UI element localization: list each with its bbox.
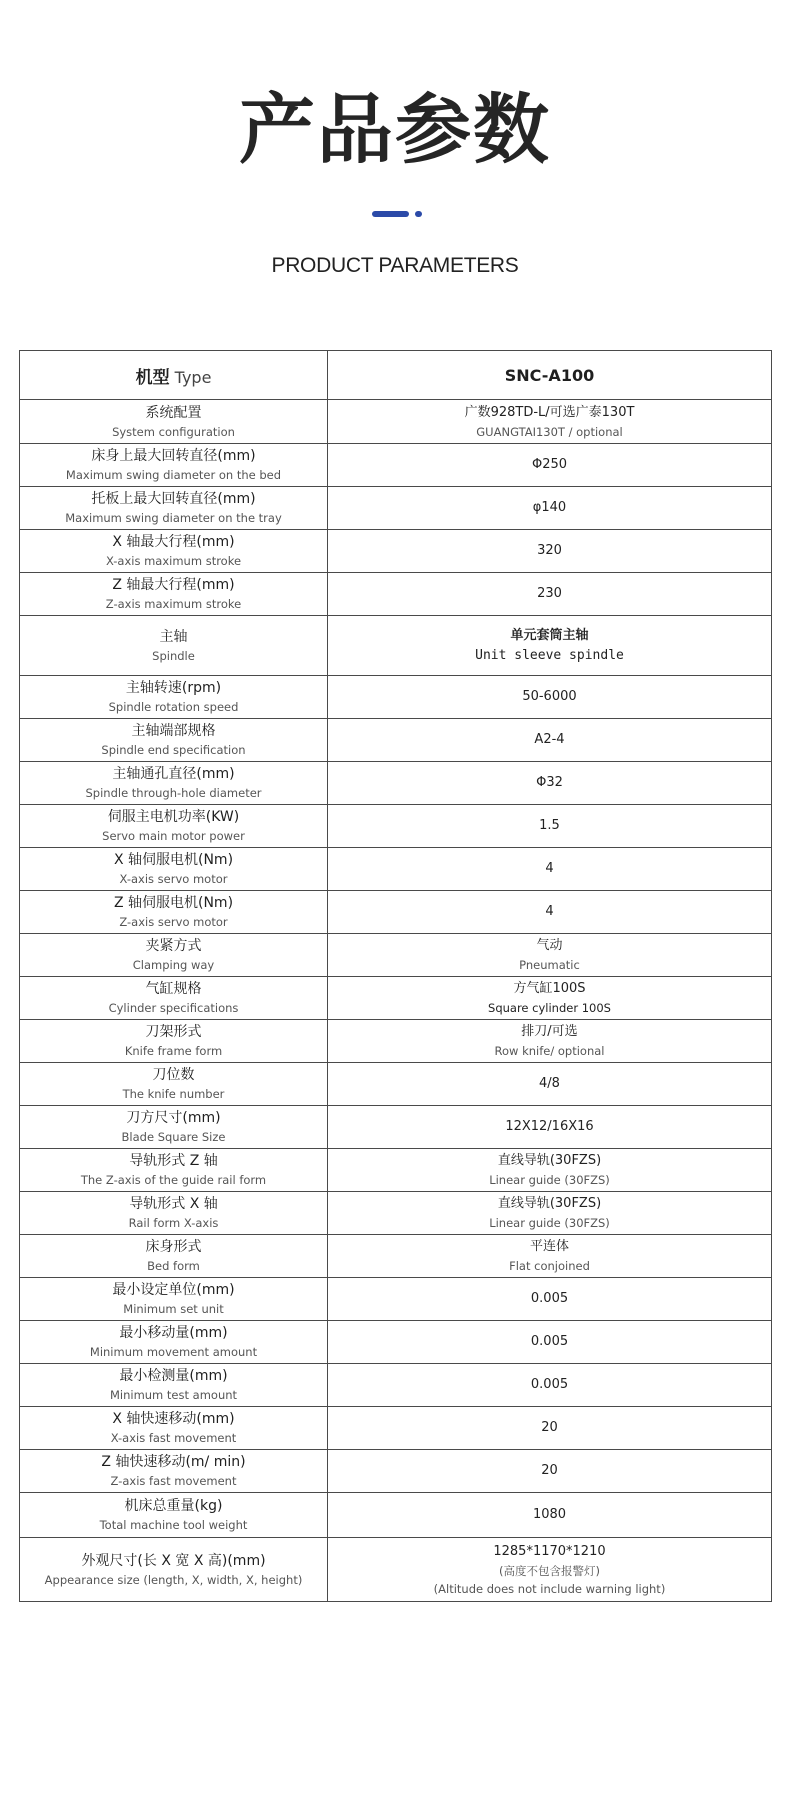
param-value-secondary: Pneumatic <box>519 958 580 972</box>
table-row <box>20 573 772 616</box>
param-value: 方气缸100S <box>513 981 586 996</box>
param-label-cell <box>20 1364 328 1407</box>
param-value: 1.5 <box>539 818 560 833</box>
table-row <box>20 1235 772 1278</box>
param-value-note: (Altitude does not include warning light) <box>433 1581 666 1596</box>
param-label-en: The Z-axis of the guide rail form <box>80 1173 267 1187</box>
param-label-en: Appearance size (length, X, width, X, height) <box>44 1572 303 1587</box>
divider-dot <box>415 211 422 217</box>
header-label-cell <box>20 351 328 400</box>
param-label-cell <box>20 530 328 573</box>
param-value-secondary: Flat conjoined <box>509 1259 590 1273</box>
param-label-en: Minimum movement amount <box>89 1345 258 1359</box>
param-value-cell <box>328 848 772 891</box>
param-label-en: X-axis servo motor <box>119 872 228 886</box>
param-label-en: Maximum swing diameter on the bed <box>65 468 282 482</box>
param-label-en: Clamping way <box>132 958 215 972</box>
param-value: 0.005 <box>530 1334 569 1349</box>
table-row <box>20 1192 772 1235</box>
table-row <box>20 530 772 573</box>
param-label-cell <box>20 848 328 891</box>
table-row <box>20 934 772 977</box>
param-value-cell <box>328 762 772 805</box>
param-label-cn: X 轴快速移动(mm) <box>112 1411 235 1427</box>
param-value-cell <box>328 1538 772 1602</box>
param-label-en: Blade Square Size <box>121 1130 226 1144</box>
header-model-value: SNC-A100 <box>504 365 595 385</box>
param-value-cell <box>328 1192 772 1235</box>
param-label-cn: 主轴 <box>159 628 188 645</box>
param-value: 气动 <box>536 938 563 953</box>
param-label-en: Spindle end specification <box>101 743 246 757</box>
param-label-cell <box>20 1106 328 1149</box>
param-label-cell <box>20 400 328 444</box>
header-label-en: Type <box>174 367 212 387</box>
table-header-row <box>20 351 772 400</box>
param-value: 50-6000 <box>522 689 577 704</box>
param-label-en: Cylinder specifications <box>108 1001 239 1015</box>
table-row <box>20 616 772 676</box>
param-value: A2-4 <box>534 732 565 747</box>
param-label-cn: 刀架形式 <box>145 1024 202 1040</box>
param-label-en: Maximum swing diameter on the tray <box>65 511 282 525</box>
param-label-cn: 最小检测量(mm) <box>119 1368 228 1384</box>
param-label-en: Spindle rotation speed <box>108 700 239 714</box>
param-label-cell <box>20 1149 328 1192</box>
param-value-cell <box>328 616 772 676</box>
param-label-cell <box>20 934 328 977</box>
param-label-cn: 床身上最大回转直径(mm) <box>91 448 256 464</box>
table-row <box>20 1020 772 1063</box>
param-value-cell <box>328 1364 772 1407</box>
header-label-cn: 机型 <box>135 367 170 388</box>
param-value-cell <box>328 530 772 573</box>
param-label-cell <box>20 1278 328 1321</box>
page-title-cn: 产品参数 <box>239 85 551 174</box>
table-row <box>20 1364 772 1407</box>
param-label-cn: 主轴转速(rpm) <box>125 680 222 696</box>
param-value-cell <box>328 1407 772 1450</box>
param-label-en: X-axis maximum stroke <box>105 554 242 568</box>
table-row <box>20 848 772 891</box>
param-value-cell <box>328 1493 772 1538</box>
table-row <box>20 1063 772 1106</box>
param-label-en: Spindle <box>152 648 195 663</box>
param-label-cn: 外观尺寸(长 X 宽 X 高)(mm) <box>81 1552 266 1569</box>
param-label-cn: 导轨形式 X 轴 <box>129 1196 218 1212</box>
param-label-cn: X 轴伺服电机(Nm) <box>113 852 234 868</box>
param-label-cell <box>20 805 328 848</box>
param-value-cell <box>328 400 772 444</box>
param-label-cell <box>20 573 328 616</box>
param-label-cell <box>20 616 328 676</box>
param-value-cell <box>328 891 772 934</box>
param-label-cn: 床身形式 <box>145 1239 202 1255</box>
param-label-cell <box>20 1192 328 1235</box>
param-label-cn: 主轴端部规格 <box>131 723 216 739</box>
spec-table <box>19 350 772 1602</box>
param-value-cell <box>328 1321 772 1364</box>
param-label-en: X-axis fast movement <box>110 1431 237 1445</box>
table-row <box>20 444 772 487</box>
page-title-en: PRODUCT PARAMETERS <box>271 254 519 277</box>
param-value-cell <box>328 1450 772 1493</box>
param-value: 4/8 <box>539 1076 560 1091</box>
param-value-secondary: GUANGTAI130T / optional <box>476 424 623 439</box>
param-label-cell <box>20 676 328 719</box>
table-row <box>20 805 772 848</box>
param-label-en: Servo main motor power <box>102 829 245 843</box>
param-value-cell <box>328 805 772 848</box>
param-value: 12X12/16X16 <box>505 1119 594 1134</box>
param-label-cn: 气缸规格 <box>145 981 202 997</box>
param-label-cn: 导轨形式 Z 轴 <box>129 1153 218 1169</box>
param-value-cell <box>328 1020 772 1063</box>
param-value-cell <box>328 934 772 977</box>
param-value-secondary: Square cylinder 100S <box>488 1001 611 1015</box>
param-label-cell <box>20 1493 328 1538</box>
param-label-cn: 最小设定单位(mm) <box>112 1282 235 1298</box>
param-value: 1285*1170*1210 <box>493 1543 606 1559</box>
param-label-cell <box>20 762 328 805</box>
param-value-cell <box>328 719 772 762</box>
param-label-en: System configuration <box>112 424 235 439</box>
param-label-en: Minimum test amount <box>109 1388 238 1402</box>
param-label-en: Total machine tool weight <box>99 1518 248 1532</box>
param-label-en: Bed form <box>147 1259 200 1273</box>
param-value-cell <box>328 573 772 616</box>
table-row <box>20 1106 772 1149</box>
table-row <box>20 891 772 934</box>
table-row <box>20 1278 772 1321</box>
param-label-cell <box>20 444 328 487</box>
param-value-secondary: Linear guide (30FZS) <box>489 1173 610 1187</box>
param-value-cell <box>328 1149 772 1192</box>
param-label-cn: 托板上最大回转直径(mm) <box>91 491 256 507</box>
param-value: 1080 <box>532 1507 567 1522</box>
param-label-cn: Z 轴最大行程(mm) <box>112 577 235 593</box>
param-label-en: Z-axis servo motor <box>119 915 228 929</box>
param-label-cell <box>20 1450 328 1493</box>
param-value: 320 <box>537 543 562 558</box>
param-value: 230 <box>537 586 562 601</box>
param-label-cell <box>20 1020 328 1063</box>
param-value: 0.005 <box>530 1377 569 1392</box>
param-value: 20 <box>541 1463 558 1478</box>
param-label-cn: 夹紧方式 <box>145 938 202 954</box>
param-value-cell <box>328 444 772 487</box>
param-label-en: Knife frame form <box>124 1044 223 1058</box>
param-label-cell <box>20 1407 328 1450</box>
param-value-cell <box>328 676 772 719</box>
param-label-cn: 系统配置 <box>145 404 202 421</box>
table-row <box>20 719 772 762</box>
param-value: 4 <box>545 904 554 919</box>
param-value-cell <box>328 1235 772 1278</box>
param-label-cell <box>20 487 328 530</box>
param-value: 0.005 <box>530 1291 569 1306</box>
table-row <box>20 762 772 805</box>
param-label-cell <box>20 1235 328 1278</box>
table-row <box>20 487 772 530</box>
param-value: Φ250 <box>531 457 568 472</box>
table-row <box>20 676 772 719</box>
param-label-cn: Z 轴伺服电机(Nm) <box>113 895 234 911</box>
param-value: 平连体 <box>529 1239 569 1254</box>
param-value: 排刀/可选 <box>521 1024 578 1039</box>
table-row <box>20 400 772 444</box>
param-value-cell <box>328 977 772 1020</box>
param-label-en: Z-axis fast movement <box>110 1474 237 1488</box>
param-label-en: Z-axis maximum stroke <box>105 597 242 611</box>
param-label-cn: 刀位数 <box>152 1067 195 1083</box>
table-row <box>20 977 772 1020</box>
param-label-cn: 主轴通孔直径(mm) <box>112 766 235 782</box>
param-label-en: Rail form X-axis <box>128 1216 219 1230</box>
param-value-cell <box>328 1063 772 1106</box>
param-label-en: Minimum set unit <box>123 1302 224 1316</box>
param-label-cell <box>20 977 328 1020</box>
table-row <box>20 1407 772 1450</box>
param-value-secondary: (高度不包含报警灯) <box>499 1563 600 1578</box>
param-label-cn: 伺服主电机功率(KW) <box>107 809 240 825</box>
param-value-secondary: Row knife/ optional <box>494 1044 605 1058</box>
param-label-cell <box>20 719 328 762</box>
table-row <box>20 1450 772 1493</box>
param-value-cell <box>328 1278 772 1321</box>
param-value: 20 <box>541 1420 558 1435</box>
param-value: 单元套筒主轴 <box>510 627 589 643</box>
param-label-en: The knife number <box>122 1087 225 1101</box>
param-value: 广数928TD-L/可选广泰130T <box>464 404 635 420</box>
table-row <box>20 1493 772 1538</box>
header-value-cell <box>328 351 772 400</box>
param-value-secondary: Unit sleeve spindle <box>475 647 624 663</box>
param-value-secondary: Linear guide (30FZS) <box>489 1216 610 1230</box>
param-label-cell <box>20 1538 328 1602</box>
table-row <box>20 1538 772 1602</box>
param-value: 直线导轨(30FZS) <box>497 1153 602 1168</box>
param-value: φ140 <box>532 500 567 515</box>
param-label-cn: 刀方尺寸(mm) <box>126 1110 221 1126</box>
param-label-en: Spindle through-hole diameter <box>85 786 262 800</box>
param-label-cn: 最小移动量(mm) <box>119 1325 228 1341</box>
param-label-cell <box>20 891 328 934</box>
table-row <box>20 1321 772 1364</box>
param-label-cn: X 轴最大行程(mm) <box>112 534 235 550</box>
param-value: 直线导轨(30FZS) <box>497 1196 602 1211</box>
param-value-cell <box>328 487 772 530</box>
param-value: 4 <box>545 861 554 876</box>
param-label-cell <box>20 1321 328 1364</box>
param-label-cn: 机床总重量(kg) <box>124 1498 223 1514</box>
table-row <box>20 1149 772 1192</box>
param-label-cn: Z 轴快速移动(m/ min) <box>101 1454 246 1470</box>
param-value: Φ32 <box>536 775 563 790</box>
param-label-cell <box>20 1063 328 1106</box>
param-value-cell <box>328 1106 772 1149</box>
divider-bar <box>372 211 409 217</box>
